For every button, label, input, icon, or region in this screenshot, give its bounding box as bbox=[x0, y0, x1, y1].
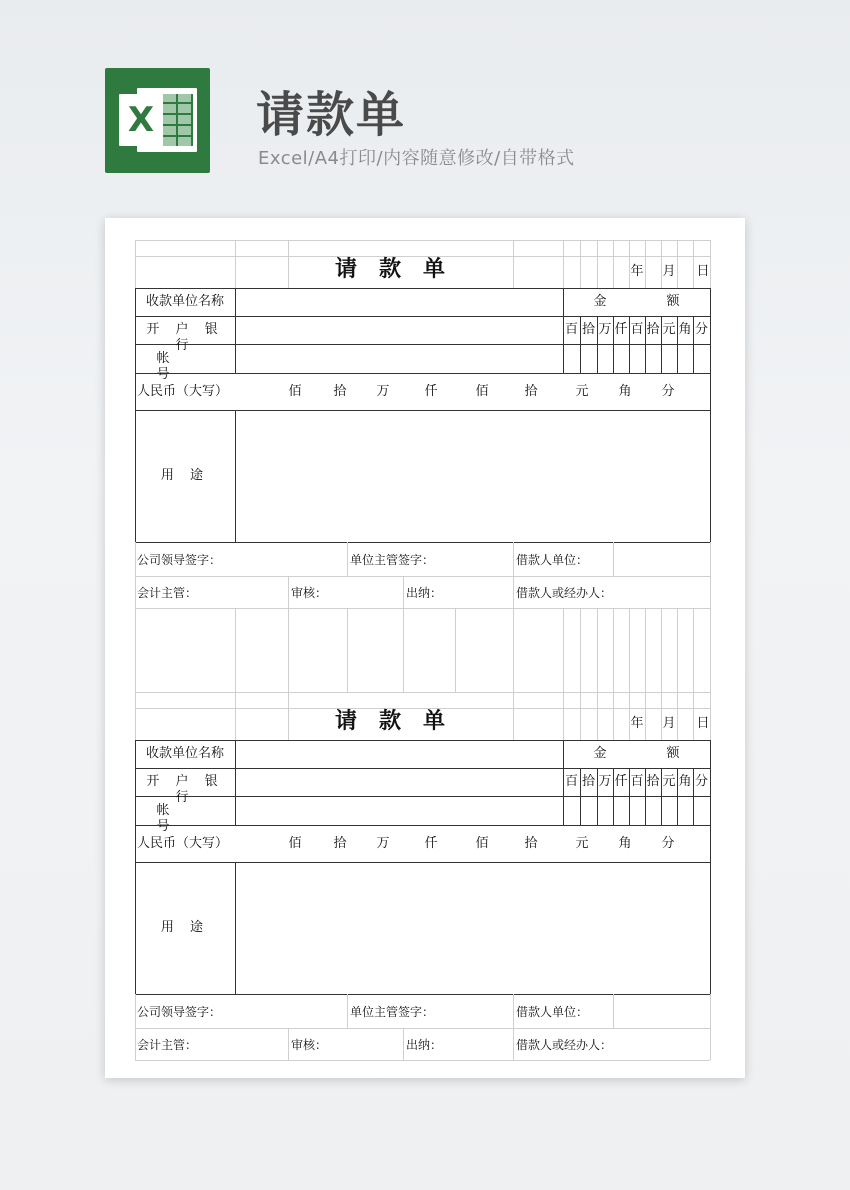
rmb-label: 人民币（大写） bbox=[137, 384, 229, 399]
rmb-unit: 角 bbox=[618, 384, 632, 399]
grid-line bbox=[235, 740, 236, 825]
grid-line bbox=[645, 240, 646, 288]
grid-line bbox=[710, 542, 711, 608]
digit-unit: 角 bbox=[678, 322, 692, 337]
grid-line bbox=[455, 608, 456, 692]
rmb-unit: 拾 bbox=[333, 836, 347, 851]
form-paper bbox=[105, 218, 745, 1078]
digit-unit: 百 bbox=[564, 322, 578, 337]
digit-unit: 万 bbox=[598, 322, 612, 337]
grid-line bbox=[677, 240, 678, 288]
grid-line bbox=[135, 1060, 710, 1061]
grid-line bbox=[288, 1028, 289, 1060]
accountant-label: 会计主管： bbox=[137, 586, 198, 600]
grid-line bbox=[235, 240, 236, 288]
rmb-label: 人民币（大写） bbox=[137, 836, 229, 851]
grid-line bbox=[135, 692, 710, 693]
accountant-label: 会计主管： bbox=[137, 1038, 198, 1052]
digit-unit: 元 bbox=[662, 322, 676, 337]
grid-line bbox=[677, 608, 678, 692]
audit-label: 审核： bbox=[291, 586, 328, 600]
amount-label-jin: 金 bbox=[593, 294, 607, 309]
grid-line bbox=[135, 240, 136, 288]
grid-line bbox=[693, 608, 694, 692]
grid-line bbox=[135, 542, 136, 608]
grid-line bbox=[597, 608, 598, 692]
grid-line bbox=[710, 608, 711, 692]
rmb-unit: 仟 bbox=[424, 836, 438, 851]
digit-unit: 百 bbox=[630, 774, 644, 789]
grid-line bbox=[347, 542, 348, 576]
amount-label-jin: 金 bbox=[593, 746, 607, 761]
grid-line bbox=[288, 692, 289, 740]
grid-line bbox=[597, 692, 598, 740]
grid-line bbox=[347, 994, 348, 1028]
supervisor-sign-label: 单位主管签字： bbox=[350, 553, 435, 567]
form-title: 请款单 bbox=[335, 708, 468, 734]
handler-label: 借款人或经办人： bbox=[516, 586, 613, 600]
grid-line bbox=[563, 692, 564, 740]
grid-line bbox=[135, 240, 710, 241]
rmb-unit: 仟 bbox=[424, 384, 438, 399]
grid-line bbox=[693, 692, 694, 740]
rmb-unit: 万 bbox=[376, 384, 390, 399]
grid-line bbox=[613, 608, 614, 692]
grid-line bbox=[693, 240, 694, 288]
cashier-label: 出纳： bbox=[406, 586, 443, 600]
amount-label-e: 额 bbox=[666, 294, 680, 309]
rmb-unit: 佰 bbox=[288, 836, 302, 851]
grid-line bbox=[135, 316, 710, 317]
cashier-label: 出纳： bbox=[406, 1038, 443, 1052]
digit-unit: 万 bbox=[598, 774, 612, 789]
date-month: 月 bbox=[662, 264, 676, 279]
excel-icon bbox=[105, 68, 210, 173]
digit-unit: 百 bbox=[630, 322, 644, 337]
page-title: 请款单 bbox=[256, 87, 407, 143]
grid-line bbox=[513, 608, 514, 692]
digit-unit: 百 bbox=[564, 774, 578, 789]
form-title: 请款单 bbox=[335, 256, 468, 282]
amount-label-e: 额 bbox=[666, 746, 680, 761]
grid-line bbox=[135, 608, 136, 692]
leader-sign-label: 公司领导签字： bbox=[137, 1005, 222, 1019]
grid-line bbox=[135, 768, 710, 769]
grid-line bbox=[135, 410, 710, 411]
grid-line bbox=[677, 692, 678, 740]
digit-unit: 仟 bbox=[614, 774, 628, 789]
date-month: 月 bbox=[662, 716, 676, 731]
rmb-unit: 元 bbox=[575, 384, 589, 399]
grid-line bbox=[403, 1028, 404, 1060]
rmb-unit: 分 bbox=[661, 836, 675, 851]
rmb-unit: 佰 bbox=[475, 384, 489, 399]
grid-line bbox=[710, 994, 711, 1060]
rmb-unit: 角 bbox=[618, 836, 632, 851]
rmb-unit: 万 bbox=[376, 836, 390, 851]
digit-unit: 拾 bbox=[646, 774, 660, 789]
grid-line bbox=[135, 692, 136, 740]
rmb-unit: 元 bbox=[575, 836, 589, 851]
bank-label: 开 户 银 行 bbox=[146, 774, 224, 805]
bank-label: 开 户 银 行 bbox=[146, 322, 224, 353]
digit-unit: 仟 bbox=[614, 322, 628, 337]
digit-unit: 拾 bbox=[581, 774, 595, 789]
grid-line bbox=[135, 1028, 710, 1029]
grid-line bbox=[645, 692, 646, 740]
grid-line bbox=[563, 240, 564, 288]
grid-line bbox=[135, 542, 710, 543]
rmb-unit: 分 bbox=[661, 384, 675, 399]
rmb-unit: 拾 bbox=[333, 384, 347, 399]
grid-line bbox=[710, 288, 711, 542]
payee-label: 收款单位名称 bbox=[145, 746, 224, 761]
grid-line bbox=[135, 994, 136, 1060]
grid-line bbox=[629, 608, 630, 692]
grid-line bbox=[580, 240, 581, 288]
rmb-unit: 佰 bbox=[475, 836, 489, 851]
grid-line bbox=[613, 240, 614, 288]
grid-line bbox=[513, 994, 514, 1060]
grid-line bbox=[235, 692, 236, 740]
grid-line bbox=[513, 542, 514, 608]
digit-unit: 元 bbox=[662, 774, 676, 789]
date-day: 日 bbox=[696, 716, 710, 731]
supervisor-sign-label: 单位主管签字： bbox=[350, 1005, 435, 1019]
grid-line bbox=[403, 608, 404, 692]
audit-label: 审核： bbox=[291, 1038, 328, 1052]
digit-unit: 拾 bbox=[581, 322, 595, 337]
grid-line bbox=[403, 576, 404, 608]
grid-line bbox=[288, 240, 289, 288]
grid-line bbox=[288, 608, 289, 692]
grid-line bbox=[645, 608, 646, 692]
rmb-unit: 佰 bbox=[288, 384, 302, 399]
grid-line bbox=[235, 288, 236, 373]
grid-line bbox=[347, 608, 348, 692]
grid-line bbox=[563, 608, 564, 692]
payee-label: 收款单位名称 bbox=[145, 294, 224, 309]
rmb-unit: 拾 bbox=[524, 836, 538, 851]
purpose-label: 用 途 bbox=[160, 920, 210, 935]
account-label: 帐 号 bbox=[156, 803, 214, 834]
digit-unit: 角 bbox=[678, 774, 692, 789]
borrower-unit-label: 借款人单位： bbox=[516, 1005, 589, 1019]
grid-line bbox=[580, 608, 581, 692]
grid-line bbox=[135, 994, 710, 995]
grid-line bbox=[661, 608, 662, 692]
page-subtitle: Excel/A4打印/内容随意修改/自带格式 bbox=[258, 148, 575, 169]
grid-line bbox=[710, 740, 711, 994]
excel-letter: X bbox=[119, 94, 163, 146]
grid-line bbox=[288, 576, 289, 608]
grid-line bbox=[597, 240, 598, 288]
grid-line bbox=[135, 862, 710, 863]
grid-line bbox=[135, 608, 710, 609]
date-day: 日 bbox=[696, 264, 710, 279]
purpose-label: 用 途 bbox=[160, 468, 210, 483]
account-label: 帐 号 bbox=[156, 351, 214, 382]
grid-shape bbox=[163, 94, 193, 146]
digit-unit: 分 bbox=[694, 774, 708, 789]
borrower-unit-label: 借款人单位： bbox=[516, 553, 589, 567]
grid-line bbox=[135, 740, 710, 741]
grid-line bbox=[235, 862, 236, 994]
date-year: 年 bbox=[630, 716, 644, 731]
handler-label: 借款人或经办人： bbox=[516, 1038, 613, 1052]
digit-unit: 拾 bbox=[646, 322, 660, 337]
grid-line bbox=[235, 608, 236, 692]
grid-line bbox=[235, 410, 236, 542]
grid-line bbox=[135, 576, 710, 577]
grid-line bbox=[613, 692, 614, 740]
date-year: 年 bbox=[630, 264, 644, 279]
grid-line bbox=[580, 692, 581, 740]
grid-line bbox=[135, 288, 710, 289]
leader-sign-label: 公司领导签字： bbox=[137, 553, 222, 567]
digit-unit: 分 bbox=[694, 322, 708, 337]
rmb-unit: 拾 bbox=[524, 384, 538, 399]
